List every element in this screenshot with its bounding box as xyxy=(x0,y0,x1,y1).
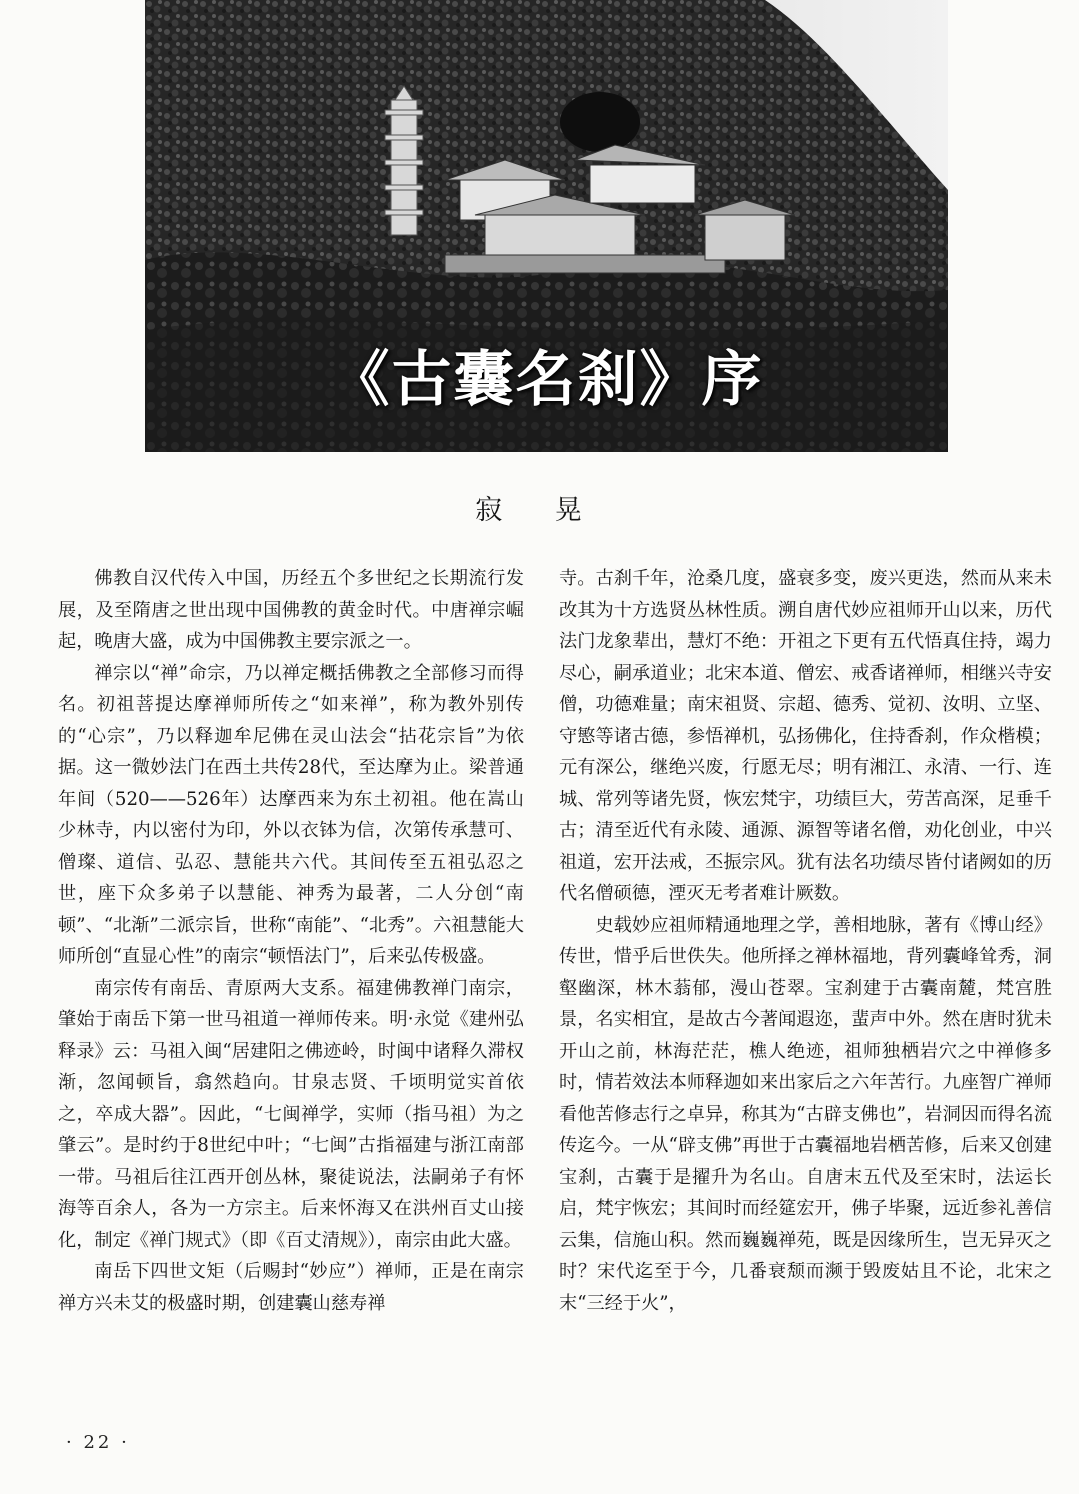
paragraph: 南岳下四世文矩（后赐封“妙应”）禅师，正是在南宗禅方兴未艾的极盛时期，创建囊山慈寿禅 xyxy=(58,1261,524,1314)
page-number: · 22 · xyxy=(66,1432,130,1453)
pagoda xyxy=(385,86,423,235)
header-photo xyxy=(145,0,948,452)
right-column xyxy=(559,563,1052,1455)
author-name: 寂 晃 xyxy=(475,495,604,526)
paragraph: 南宗传有南岳、青原两大支系。福建佛教禅门南宗，肇始于南岳下第一世马祖道一禅师传来。明·永觉《建州弘释录》云：马祖入闽“居建阳之佛迹岭，时闽中诸释久滞权渐，忽闻顿旨，翕然趋向。甘泉志贤、千顷明觉实首依之，卒成大器”。因此，“七闽禅学，实师（指马祖）为之肇云”。是时约于8世纪中叶；“七闽”古指福建与浙江南部一带。马祖后往江西开创丛林，聚徒说法，法嗣弟子有怀海等百余人，各为一方宗主。后来怀海又在洪州百丈山接化，制定《禅门规式》（即《百丈清规》），南宗由此大盛。 xyxy=(58,977,524,1251)
paragraph: 史载妙应祖师精通地理之学，善相地脉，著有《博山经》传世，惜乎后世佚失。他所择之禅林福地，背列囊峰耸秀，洞壑幽深，林木蓊郁，漫山苍翠。宝刹建于古囊南麓，梵宫胜景，名实相宜，是故古今著闻遐迩，蜚声中外。然在唐时犹未开山之前，林海茫茫，樵人绝迹，祖师独栖岩穴之中禅修多时，情若效法本师释迦如来出家后之六年苦行。九座智广禅师看他苦修志行之卓异，称其为“古辟支佛也”，岩洞因而得名流传迄今。一从“辟支佛”再世于古囊福地岩栖苦修，后来又创建宝刹，古囊于是擢升为名山。自唐末五代及至宋时，法运长启，梵宇恢宏；其间时而经筵宏开，佛子毕聚，远近参礼善信云集，信施山积。然而巍巍禅苑，既是因缘所生，岂无异灭之时？宋代迄至于今，几番衰颓而濒于毁废姑且不论，北宋之末“三经于火”， xyxy=(559,914,1052,1314)
paragraph: 禅宗以“禅”命宗，乃以禅定概括佛教之全部修习而得名。初祖菩提达摩禅师所传之“如来禅”，称为教外别传的“心宗”，乃以释迦牟尼佛在灵山法会“拈花宗旨”为依据。这一微妙法门在西土共传28代，至达摩为止。梁普通年间（520——526年）达摩西来为东土初祖。他在嵩山少林寺，内以密付为印，外以衣钵为信，次第传承慧可、僧璨、道信、弘忍、慧能共六代。其间传至五祖弘忍之世，座下众多弟子以慧能、神秀为最著，二人分创“南顿”、“北渐”二派宗旨，世称“南能”、“北秀”。六祖慧能大师所创“直显心性”的南宗“顿悟法门”，后来弘传极盛。 xyxy=(58,662,524,967)
paragraph: 寺。古刹千年，沧桑几度，盛衰多变，废兴更迭，然而从来未改其为十方选贤丛林性质。溯自唐代妙应祖师开山以来，历代法门龙象辈出，慧灯不绝：开祖之下更有五代悟真住持，竭力尽心，嗣承道业；北宋本道、僧宏、戒香诸禅师，相继兴寺安僧，功德难量；南宋祖贤、宗超、德秀、觉初、汝明、立坚、守慜等诸古德，参悟禅机，弘扬佛化，住持香刹，作众楷模；元有深公，继绝兴废，行愿无尽；明有湘江、永清、一行、连城、常列等诸先贤，恢宏梵宇，功绩巨大，劳苦高深，足垂千古；清至近代有永陵、通源、源智等诸名僧，劝化创业，中兴祖道，宏开法戒，丕振宗风。犹有法名功绩尽皆付诸阙如的历代名僧硕德，湮灭无考者难计厥数。 xyxy=(559,568,1052,904)
paragraph: 佛教自汉代传入中国，历经五个多世纪之长期流行发展，及至隋唐之世出现中国佛教的黄金时代。中唐禅宗崛起，晚唐大盛，成为中国佛教主要宗派之一。 xyxy=(58,568,524,652)
article-title: 《古囊名刹》序 xyxy=(329,345,764,415)
left-column xyxy=(58,563,524,1455)
